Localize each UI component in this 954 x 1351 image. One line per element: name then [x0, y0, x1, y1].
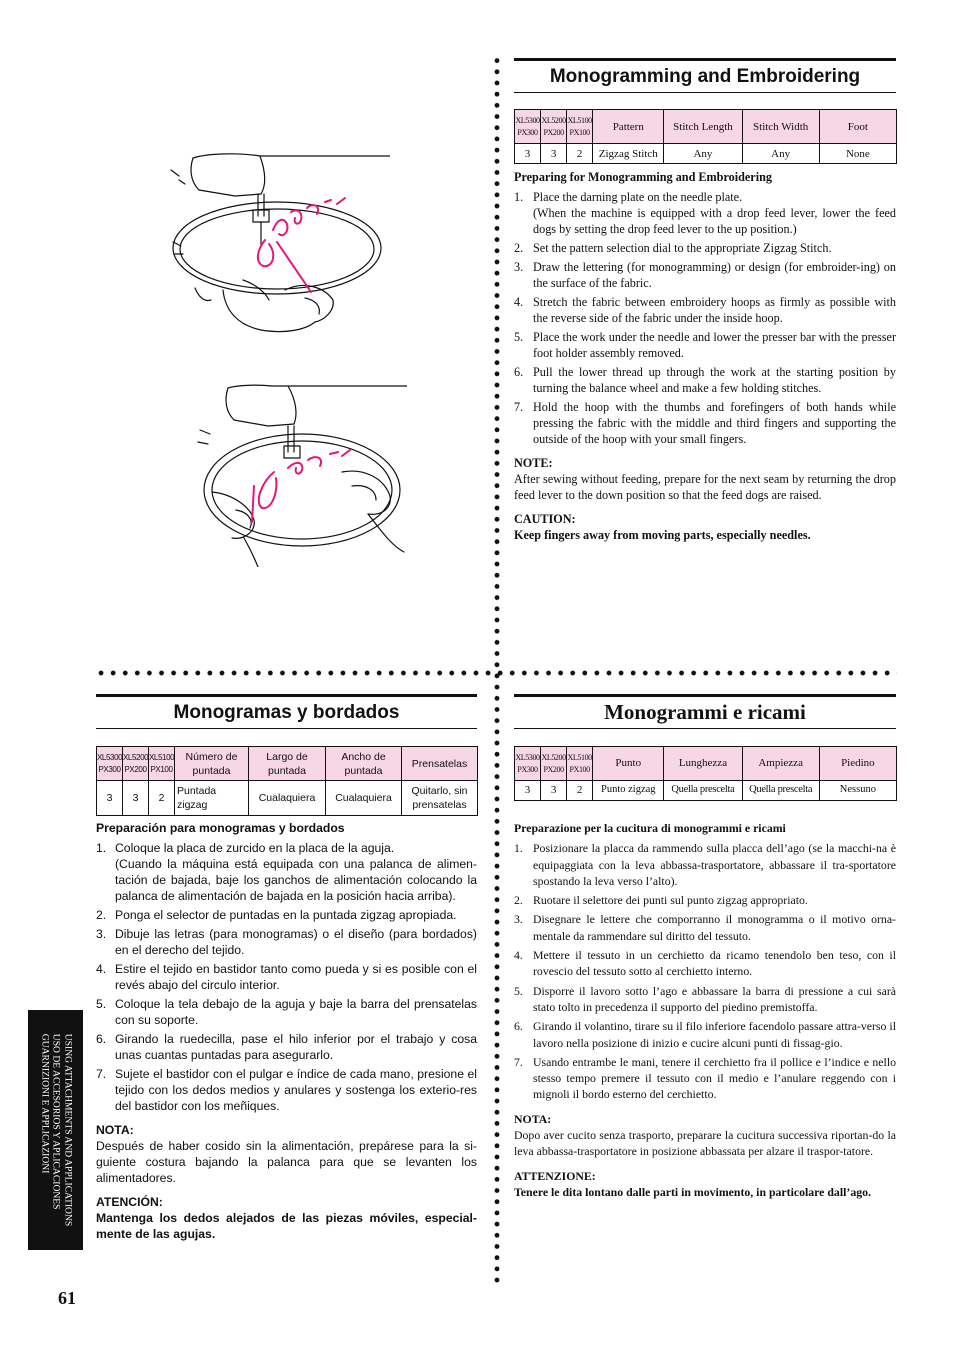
col-header: Pattern [593, 110, 664, 144]
list-item: 1. Place the darning plate on the needle plate. (When the machine is equipped with a drop feed lever, lower the feed dogs by setting the drop feed lever to the up position.) [514, 190, 896, 236]
illustration-hoop-bottom [192, 382, 407, 567]
list-item: 2. Ruotare il selettore dei punti sul punto zigzag appropriato. [514, 893, 808, 908]
table-cell: 3 [541, 781, 567, 801]
side-tab-line: USING ATTACHMENTS AND APPLICATIONS [61, 1033, 73, 1227]
list-item: 7. Sujete el bastidor con el pulgar e índice de cada mano, presione el tejido con los dedos medios y anulares y sostenga los exterio-res del bastidor con los meñiques. [96, 1067, 477, 1113]
it-steps [514, 840, 896, 1102]
en-subtitle: Preparing for Monogramming and Embroidering [514, 170, 772, 184]
table-cell: Zigzag Stitch [593, 144, 664, 164]
model-col-c: XL5100 PX100 [149, 747, 175, 781]
it-subtitle: Preparazione per la cucitura di monogrammi e ricami [514, 821, 786, 835]
es-steps [96, 840, 477, 1114]
section-side-tab [28, 1010, 83, 1250]
list-item: 2. Set the pattern selection dial to the appropriate Zigzag Stitch. [514, 241, 832, 255]
col-header: Número de puntada [175, 747, 249, 781]
col-header: Stitch Width [742, 110, 819, 144]
model-col-a: XL5300 PX300 [515, 110, 541, 144]
list-item: 3. Dibuje las letras (para monogramas) o el diseño (para bordados) en el derecho del tejido. [96, 927, 477, 957]
list-item: 7. Usando entrambe le mani, tenere il cerchietto fra il pollice e l’indice e nello stesso tempo premere il tessuto con il medio e l’anulare reggendo con i mignoli il bordo esterno del cerchietto. [514, 1054, 896, 1102]
list-item: 4. Estire el tejido en bastidor tanto como pueda y si es posible con el revés abajo del circulo interior. [96, 962, 477, 992]
table-cell: 3 [515, 144, 541, 164]
table-cell: 3 [515, 781, 541, 801]
model-col-b: XL5200 PX200 [541, 747, 567, 781]
es-heading: Monogramas y bordados [96, 694, 477, 729]
en-note-label: NOTE: [514, 456, 553, 470]
side-tab-line: USO DE ACCESORIOS Y APLICACIONES [50, 1033, 62, 1210]
it-settings-table [514, 746, 897, 801]
table-cell: None [819, 144, 896, 164]
en-heading: Monogramming and Embroidering [514, 58, 896, 93]
page-number: 61 [58, 1288, 76, 1308]
table-cell: Quella prescelta [742, 781, 819, 801]
en-caution-text: Keep fingers away from moving parts, especially needles. [514, 528, 811, 542]
it-instructions [514, 820, 896, 1200]
col-header: Punto [593, 747, 664, 781]
list-item: 2. Ponga el selector de puntadas en la puntada zigzag apropiada. [96, 908, 457, 922]
list-item: 5. Place the work under the needle and lower the presser bar with the presser foot holder assembly removed. [514, 330, 896, 360]
table-cell: Cualaquiera [326, 781, 402, 816]
list-item: 7. Hold the hoop with the thumbs and forefingers of both hands while pressing the fabric with the middle and third fingers and supporting the outside of the hoop with your small fingers. [514, 400, 896, 446]
side-tab-line: GUARNIZIONI E APPLICAZIONI [38, 1033, 50, 1174]
table-cell: Cualaquiera [249, 781, 326, 816]
en-settings-table [514, 109, 897, 164]
en-note-text: After sewing without feeding, prepare for the next seam by returning the drop feed lever to the down position so that the feed dogs are raised. [514, 472, 896, 502]
model-col-c: XL5100 PX100 [567, 747, 593, 781]
model-col-a: XL5300 PX300 [515, 747, 541, 781]
table-cell: 2 [149, 781, 175, 816]
list-item: 3. Disegnare le lettere che comporranno il monogramma o il motivo orna-mentale da rammendare sul diritto del tessuto. [514, 912, 896, 943]
table-cell: 2 [567, 144, 593, 164]
col-header: Lunghezza [664, 747, 742, 781]
list-item: 6. Girando il volantino, tirare su il filo inferiore facendolo passare attra-verso il lavoro nella posizione di inizio e cucire alcuni punti di fissag-gio. [514, 1019, 896, 1050]
table-cell: Any [664, 144, 742, 164]
es-note-text: Después de haber cosido sin la alimentación, prepárese para la si-guiente costura bajando la palanca para que se levanten los alimentadores. [96, 1139, 477, 1185]
col-header: Largo de puntada [249, 747, 326, 781]
es-subtitle: Preparación para monogramas y bordados [96, 821, 345, 835]
table-cell: 3 [97, 781, 123, 816]
table-cell: 3 [541, 144, 567, 164]
col-header: Prensatelas [402, 747, 478, 781]
col-header: Ancho de puntada [326, 747, 402, 781]
illustration-hoop-top [165, 150, 390, 335]
list-item: 4. Mettere il tessuto in un cerchietto da ricamo tenendolo ben teso, con il rovescio del tessuto sotto al cerchietto interno. [514, 948, 896, 979]
list-item: 3. Draw the lettering (for monogramming) or design (for embroider-ing) on the surface of the fabric. [514, 260, 896, 290]
list-item: 6. Girando la ruedecilla, pase el hilo inferior por el trabajo y cosa unas cuantas puntadas para asegurarlo. [96, 1032, 477, 1062]
col-header: Piedino [819, 747, 896, 781]
table-cell: Punto zigzag [593, 781, 664, 801]
model-col-a: XL5300 PX300 [97, 747, 123, 781]
list-item: 4. Stretch the fabric between embroidery hoops as firmly as possible with the reverse side of the fabric under the inside hoop. [514, 295, 896, 325]
es-note-label: NOTA: [96, 1123, 134, 1137]
col-header: Ampiezza [742, 747, 819, 781]
model-col-b: XL5200 PX200 [541, 110, 567, 144]
es-caution-label: ATENCIÓN: [96, 1195, 163, 1209]
en-caution-label: CAUTION: [514, 512, 576, 526]
en-steps [514, 189, 896, 447]
list-item: 5. Disporre il lavoro sotto l’ago e abbassare la barra di pressione a cui sarà stato tolto in precedenza il supporto del piedino premistoffa. [514, 983, 896, 1014]
table-cell: 3 [123, 781, 149, 816]
it-caution-text: Tenere le dita lontano dalle parti in movimento, in particolare dall’ago. [514, 1184, 871, 1199]
list-item: 5. Coloque la tela debajo de la aguja y baje la barra del prensatelas con su soporte. [96, 997, 477, 1027]
es-settings-table [96, 746, 478, 816]
list-item: 6. Pull the lower thread up through the work at the starting position by turning the balance wheel and make a few holding stitches. [514, 365, 896, 395]
it-note-text: Dopo aver cucito senza trasporto, preparare la cucitura successiva riportan-do la leva abbassa-trasportatore in posizione abbassata per alzare il traspor-tatore. [514, 1128, 896, 1159]
table-cell: 2 [567, 781, 593, 801]
table-cell: Quitarlo, sin prensatelas [402, 781, 478, 816]
model-col-b: XL5200 PX200 [123, 747, 149, 781]
list-item: 1. Posizionare la placca da rammendo sulla placca dell’ago (se la macchi-na è equipaggiata con la leva abbassa-trasportatore, abbassare il tra-sportatore spostando la leva verso l’alto). [514, 841, 896, 888]
list-item: 1. Coloque la placa de zurcido en la placa de la aguja. (Cuando la máquina está equipada con una palanca de alimen-tación de bajada, baje los ganchos de alimentación colocando la palanca de alimentación de bajada en la posición hacia arriba). [96, 841, 477, 903]
es-caution-text: Mantenga los dedos alejados de las piezas móviles, especial-mente de las agujas. [96, 1211, 477, 1241]
horizontal-dotted-separator [95, 669, 897, 677]
col-header: Stitch Length [664, 110, 742, 144]
es-instructions [96, 820, 477, 1242]
table-cell: Nessuno [819, 781, 896, 801]
model-col-c: XL5100 PX100 [567, 110, 593, 144]
col-header: Foot [819, 110, 896, 144]
it-heading: Monogrammi e ricami [514, 694, 896, 729]
table-cell: Any [742, 144, 819, 164]
table-cell: Puntada zigzag [175, 781, 249, 816]
it-note-label: NOTA: [514, 1111, 552, 1126]
en-instructions [514, 169, 896, 543]
table-cell: Quella prescelta [664, 781, 742, 801]
it-caution-label: ATTENZIONE: [514, 1168, 596, 1183]
